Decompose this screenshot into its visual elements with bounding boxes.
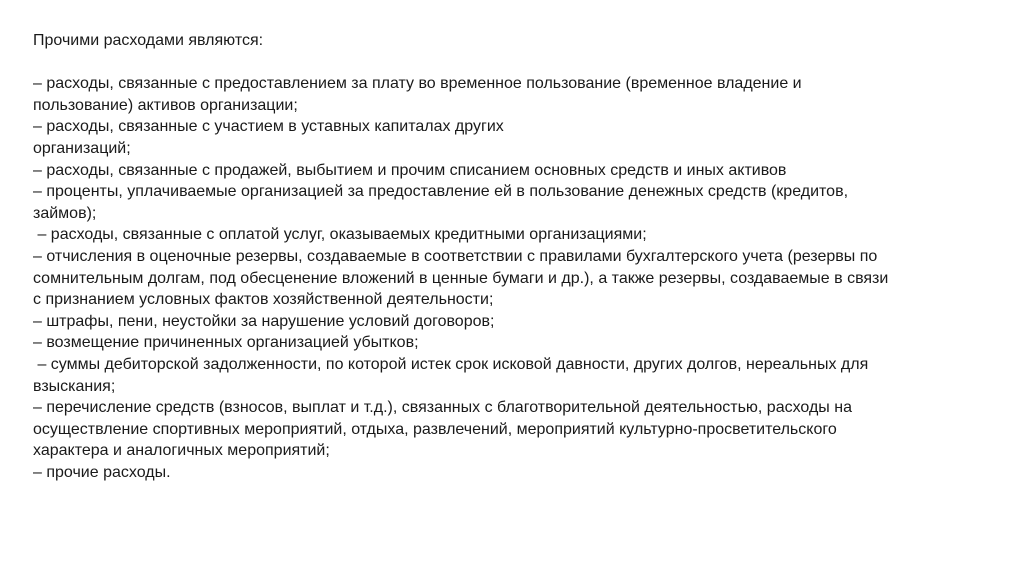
text-line: займов); [33,204,97,222]
blank-line [33,52,998,74]
text-line: – отчисления в оценочные резервы, создаваемые в соответствии с правилами бухгалтерского учета (резервы по [33,247,878,265]
text-line: – перечисление средств (взносов, выплат и т.д.), связанных с благотворительной деятельностью, расходы на [33,399,852,417]
slide-text-body [33,30,998,483]
text-line: – возмещение причиненных организацией убытков; [33,334,419,352]
text-line: взыскания; [33,377,116,395]
text-line: – штрафы, пени, неустойки за нарушение условий договоров; [33,312,495,330]
text-line: пользование) активов организации; [33,96,298,114]
text-line: сомнительным долгам, под обесценение вложений в ценные бумаги и др.), а также резервы, создаваемые в связи [33,269,889,287]
text-line: – проценты, уплачиваемые организацией за предоставление ей в пользование денежных средств (кредитов, [33,183,849,201]
text-line: осуществление спортивных мероприятий, отдыха, развлечений, мероприятий культурно-просветительского [33,420,837,438]
text-line: – расходы, связанные с участием в уставных капиталах других [33,118,504,136]
text-line: с признанием условных фактов хозяйственной деятельности; [33,291,494,309]
text-line: – расходы, связанные с продажей, выбытием и прочим списанием основных средств и иных активов [33,161,787,179]
text-line: – прочие расходы. [33,463,171,481]
slide-heading: Прочими расходами являются: [33,32,264,49]
text-line: – расходы, связанные с оплатой услуг, оказываемых кредитными организациями; [33,226,647,244]
text-line: – расходы, связанные с предоставлением за плату во временное пользование (временное владение и [33,75,802,93]
text-line: характера и аналогичных мероприятий; [33,442,330,460]
text-line: организаций; [33,139,131,157]
text-line: – суммы дебиторской задолженности, по которой истек срок исковой давности, других долгов, нереальных для [33,355,869,373]
